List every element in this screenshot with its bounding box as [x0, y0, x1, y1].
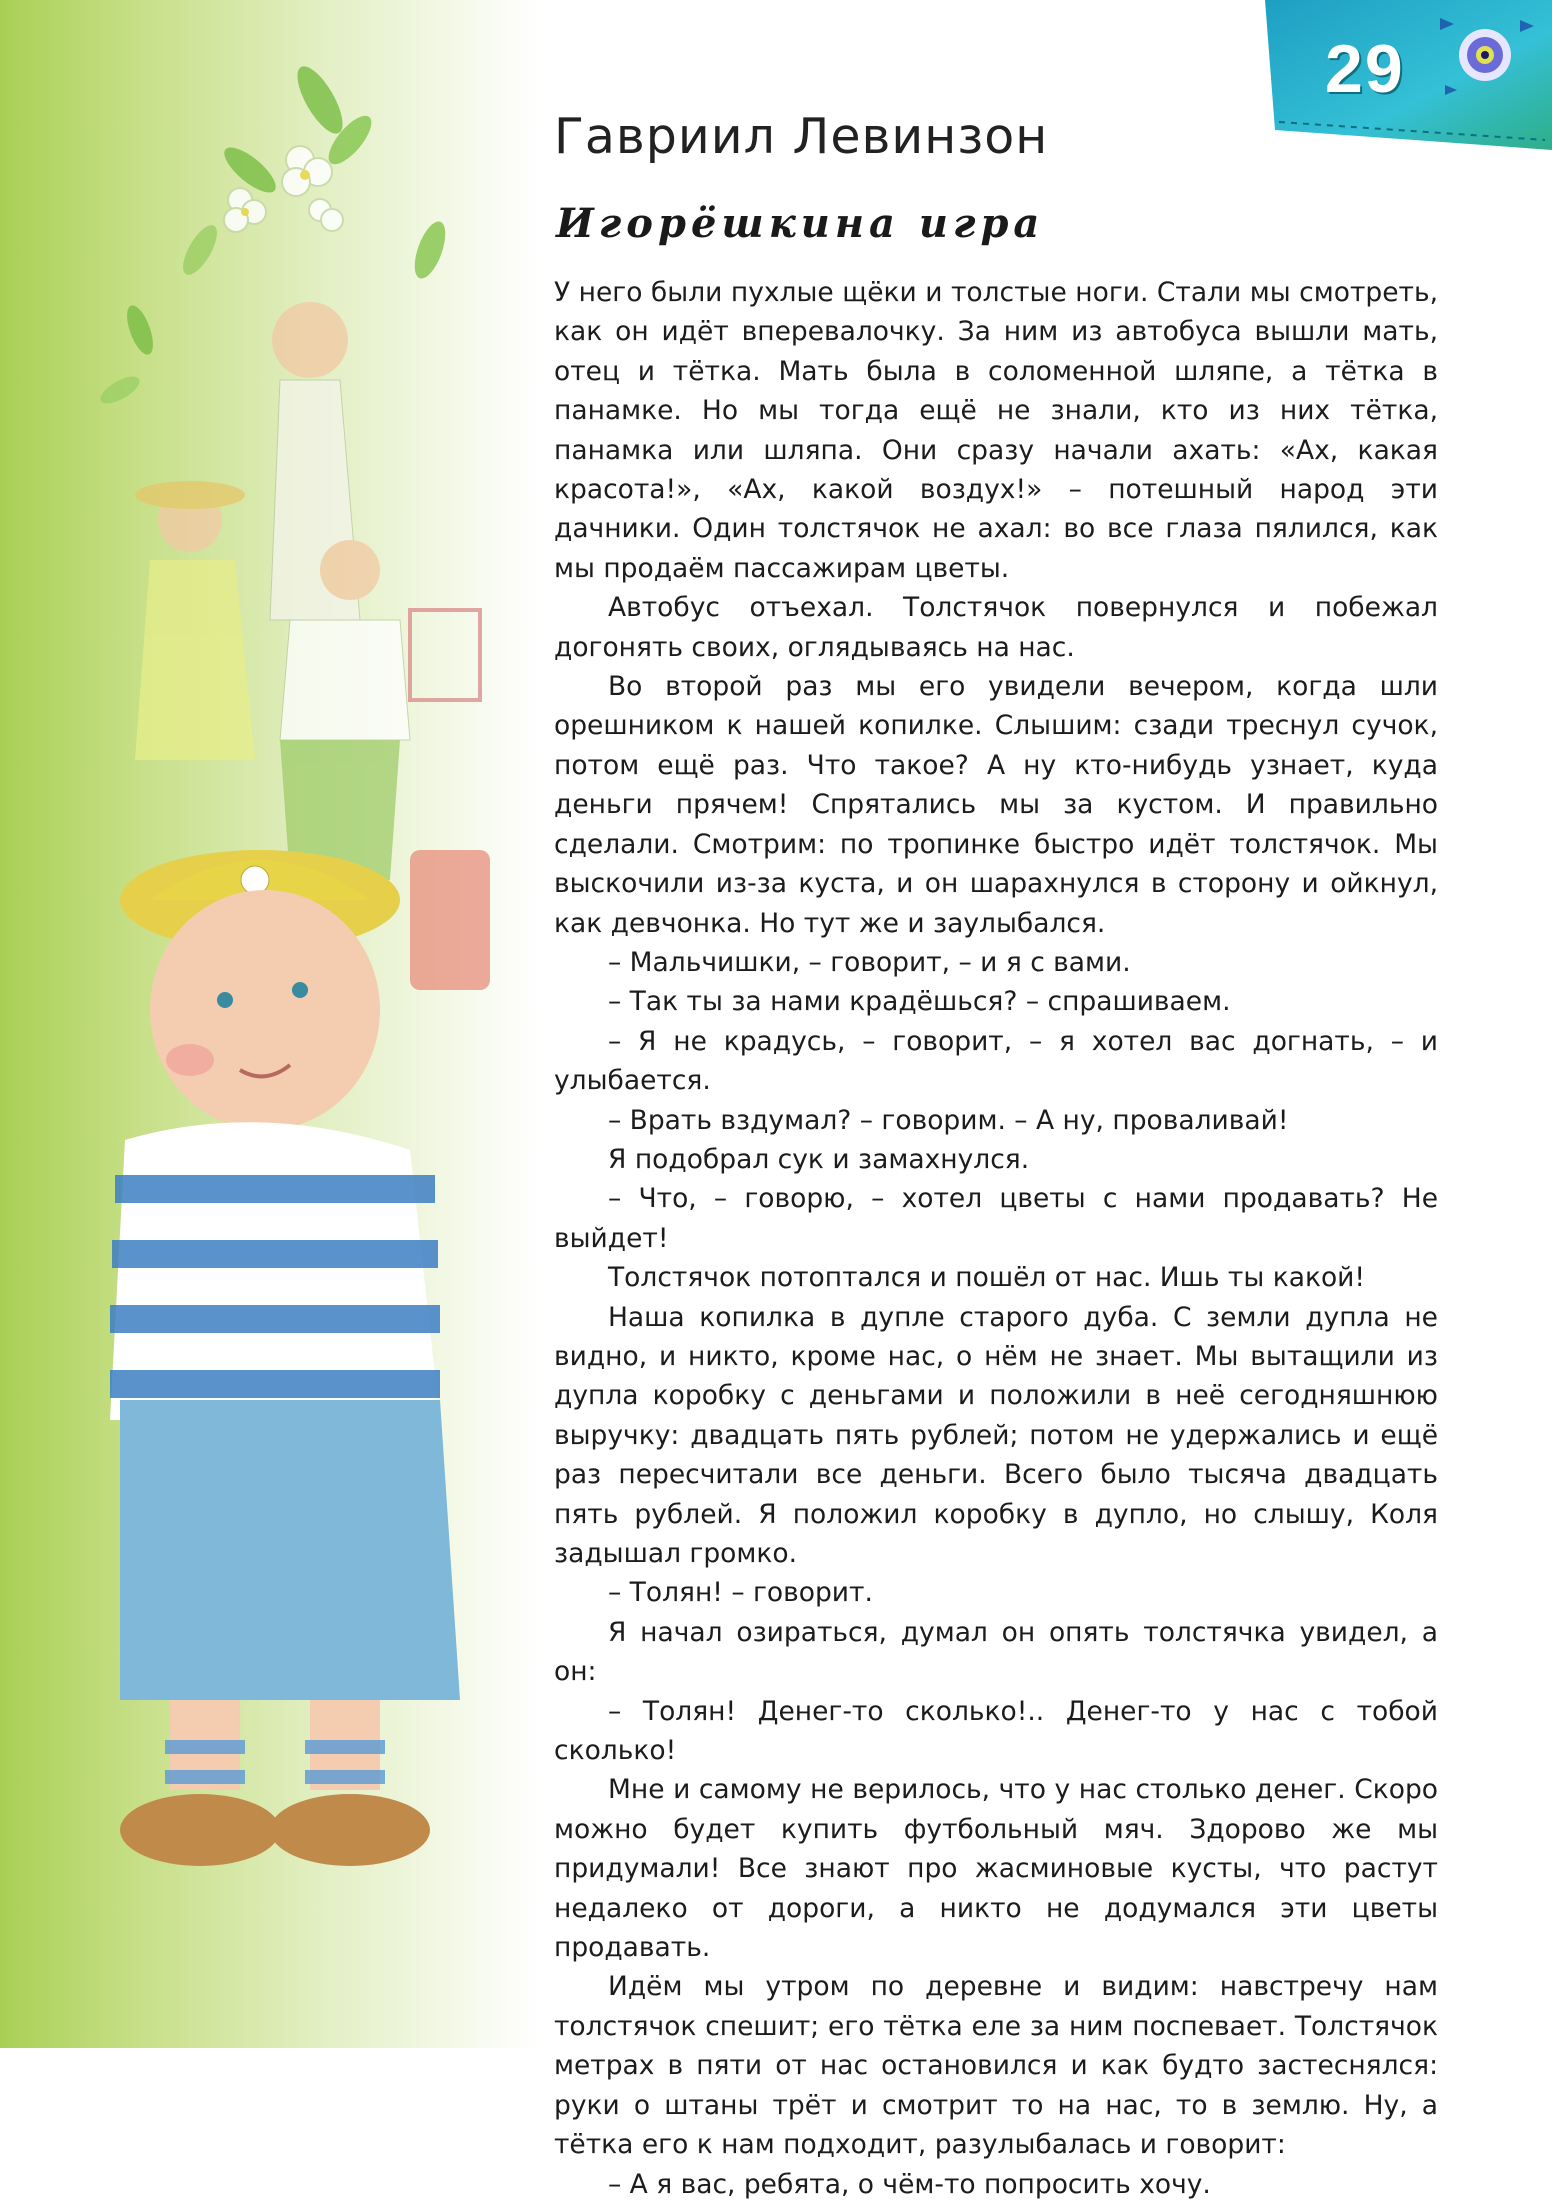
page-number: 29	[1325, 31, 1405, 107]
story-title: Игорёшкина игра	[556, 200, 1045, 247]
eye-icon	[1459, 29, 1511, 81]
paragraph: Во второй раз мы его увидели вечером, когда шли орешником к нашей копилке. Слышим: сзади треснул сучок, потом ещё раз. Что такое? А ну кто-нибудь узнает, куда деньги прячем! Спрятались мы за кустом. И правильно сделали. Смотрим: по тропинке быстро идёт толстячок. Мы выскочили из-за куста, и он шарахнулся в сторону и ойкнул, как девчонка. Но тут же и заулыбался.	[554, 671, 1438, 939]
dialogue-line: – Что, – говорю, – хотел цветы с нами продавать? Не выйдет!	[554, 1183, 1438, 1254]
paragraph: Я начал озираться, думал он опять толстячка увидел, а он:	[554, 1616, 1438, 1688]
paragraph: У него были пухлые щёки и толстые ноги. Стали мы смотреть, как он идёт вперевалочку. За ним из автобуса вышли мать, отец и тётка. Мать была в соломенной шляпе, а тётка в панамке. Но мы тогда ещё не знали, кто из них тётка, панамка или шляпа. Они сразу начали ахать: «Ах, какая красота!», «Ах, какой воздух!» – потешный народ эти дачники. Один толстячок не ахал: во все глаза пялился, как мы продаём пассажирам цветы.	[554, 277, 1438, 584]
dialogue-line: – Я не крадусь, – говорит, – я хотел вас догнать, – и улыбается.	[554, 1025, 1438, 1097]
dialogue-line: – Толян! Денег-то сколько!.. Денег-то у нас с тобой сколько!	[554, 1695, 1438, 1767]
story-text	[554, 273, 1438, 2204]
dialogue-line: – Врать вздумал? – говорим. – А ну, проваливай!	[608, 1104, 1289, 1136]
boy-figure	[110, 850, 460, 1866]
page-number-badge	[1265, 0, 1552, 150]
paragraph: Автобус отъехал. Толстячок повернулся и побежал догонять своих, оглядываясь на нас.	[554, 592, 1438, 663]
dialogue-line: – А я вас, ребята, о чём-то попросить хочу.	[608, 2168, 1211, 2200]
paragraph: Идём мы утром по деревне и видим: навстречу нам толстячок спешит; его тётка еле за ним поспевает. Толстячок метрах в пяти от нас остановился и как будто застеснялся: руки о штаны трёт и смотрит то на нас, то в землю. Ну, а тётка его к нам подходит, разулыбалась и говорит:	[554, 1971, 1438, 2161]
dialogue-line: – Так ты за нами крадёшься? – спрашиваем.	[608, 986, 1231, 1018]
jasmine-branch	[96, 60, 451, 409]
paragraph: Наша копилка в дупле старого дуба. С земли дупла не видно, и никто, кроме нас, о нём не знает. Мы вытащили из дупла коробку с деньгами и положили в неё сегодняшнюю выручку: двадцать пять рублей; потом не удержались и ещё раз пересчитали все деньги. Всего было тысяча двадцать пять рублей. Я положил коробку в дупло, но слышу, Коля задышал громко.	[554, 1301, 1438, 1569]
author-name: Гавриил Левинзон	[554, 108, 1049, 165]
dialogue-line: – Толян! – говорит.	[608, 1577, 873, 1609]
paragraph: Мне и самому не верилось, что у нас столько денег. Скоро можно будет купить футбольный мяч. Здорово же мы придумали! Все знают про жасминовые кусты, что растут недалеко от дороги, а никто не додумался эти цветы продавать.	[554, 1774, 1438, 1964]
dialogue-line: – Мальчишки, – говорит, – и я с вами.	[608, 946, 1131, 978]
paragraph: Я подобрал сук и замахнулся.	[608, 1143, 1030, 1175]
paragraph: Толстячок потоптался и пошёл от нас. Ишь ты какой!	[608, 1262, 1366, 1294]
illustration-boy-and-family	[0, 0, 560, 2048]
